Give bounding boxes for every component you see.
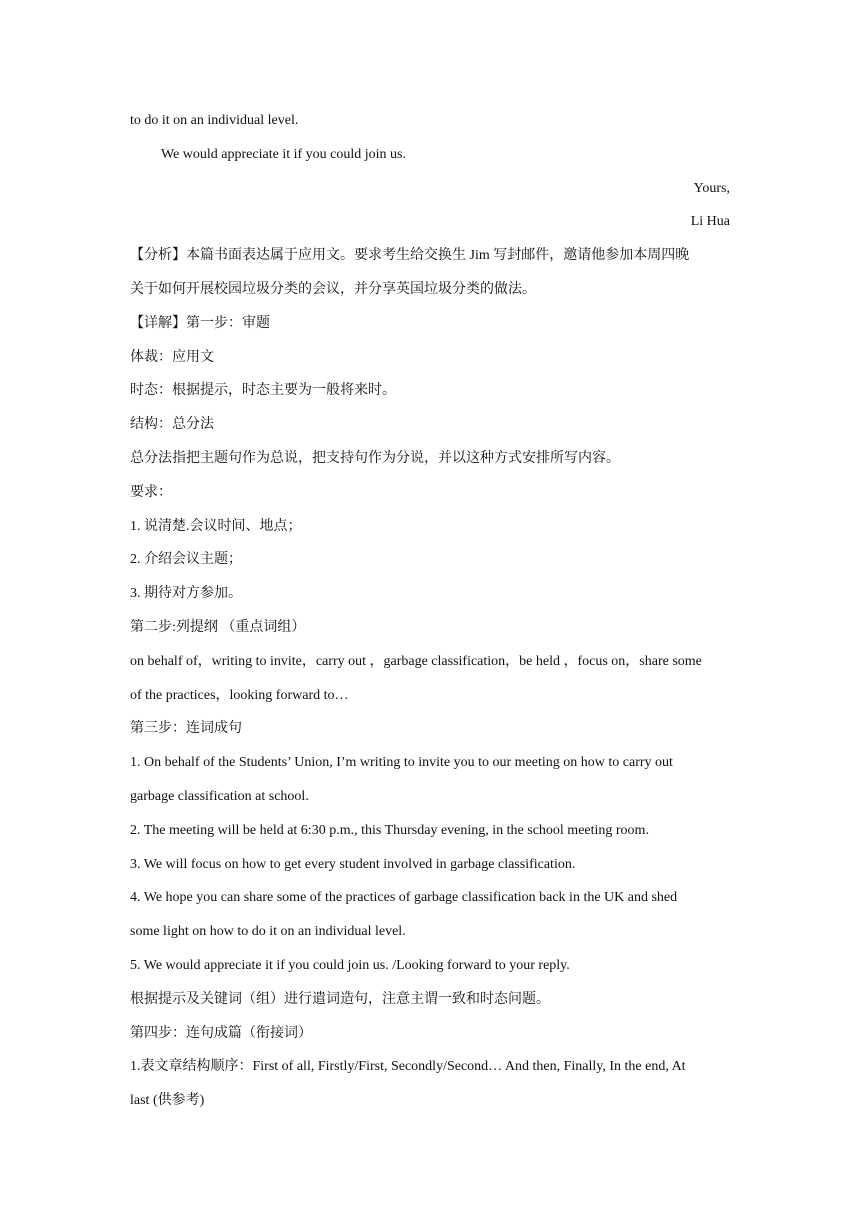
text-line: of the practices，looking forward to… <box>130 687 349 703</box>
sentence-line: some light on how to do it on an individual level. <box>130 924 406 940</box>
list-item: 3. 期待对方参加。 <box>130 586 242 602</box>
detail-heading: 【详解】第一步：审题 <box>130 315 270 331</box>
sentence-line: 5. We would appreciate it if you could join us. /Looking forward to your reply. <box>130 957 570 973</box>
text-line: last (供参考) <box>130 1093 205 1109</box>
step-heading: 第四步：连句成篇（衔接词） <box>130 1025 312 1041</box>
document-page <box>130 104 730 1118</box>
sentence-line: 4. We hope you can share some of the practices of garbage classification back in the UK and shed <box>130 890 678 906</box>
analysis-line: 【分析】本篇书面表达属于应用文。要求考生给交换生 Jim 写封邮件，邀请他参加本周四晚 <box>130 248 690 264</box>
text-line: on behalf of，writing to invite，carry out ，garbage classification，be held ，focus on，share some <box>130 653 702 669</box>
text-line: 体裁：应用文 <box>130 349 214 365</box>
text-line: 结构：总分法 <box>130 417 214 433</box>
sentence-line: 1. On behalf of the Students’ Union, I’m writing to invite you to our meeting on how to carry out <box>130 755 673 771</box>
sentence-line: 3. We will focus on how to get every student involved in garbage classification. <box>130 856 576 872</box>
text-line: 要求： <box>130 484 172 500</box>
text-line: 1.表文章结构顺序：First of all, Firstly/First, Secondly/Second… And then, Finally, In the end, At <box>130 1059 686 1075</box>
step-heading: 第三步：连词成句 <box>130 721 242 737</box>
letter-closing: Yours, <box>693 180 730 196</box>
text-line: 时态：根据提示，时态主要为一般将来时。 <box>130 383 396 399</box>
letter-signature: Li Hua <box>690 214 730 230</box>
text-line: 根据提示及关键词（组）进行遣词造句，注意主谓一致和时态问题。 <box>130 991 550 1007</box>
text-line: 总分法指把主题句作为总说，把支持句作为分说，并以这种方式安排所写内容。 <box>130 450 620 466</box>
sentence-line: garbage classification at school. <box>130 788 309 804</box>
analysis-line: 关于如何开展校园垃圾分类的会议，并分享英国垃圾分类的做法。 <box>130 281 536 297</box>
text-line: to do it on an individual level. <box>130 113 299 128</box>
list-item: 2. 介绍会议主题； <box>130 552 242 568</box>
text-line: We would appreciate it if you could join us. <box>161 146 406 162</box>
step-heading: 第二步:列提纲 （重点词组） <box>130 619 306 635</box>
list-item: 1. 说清楚.会议时间、地点； <box>130 518 302 534</box>
sentence-line: 2. The meeting will be held at 6:30 p.m., this Thursday evening, in the school meeting room. <box>130 822 649 838</box>
